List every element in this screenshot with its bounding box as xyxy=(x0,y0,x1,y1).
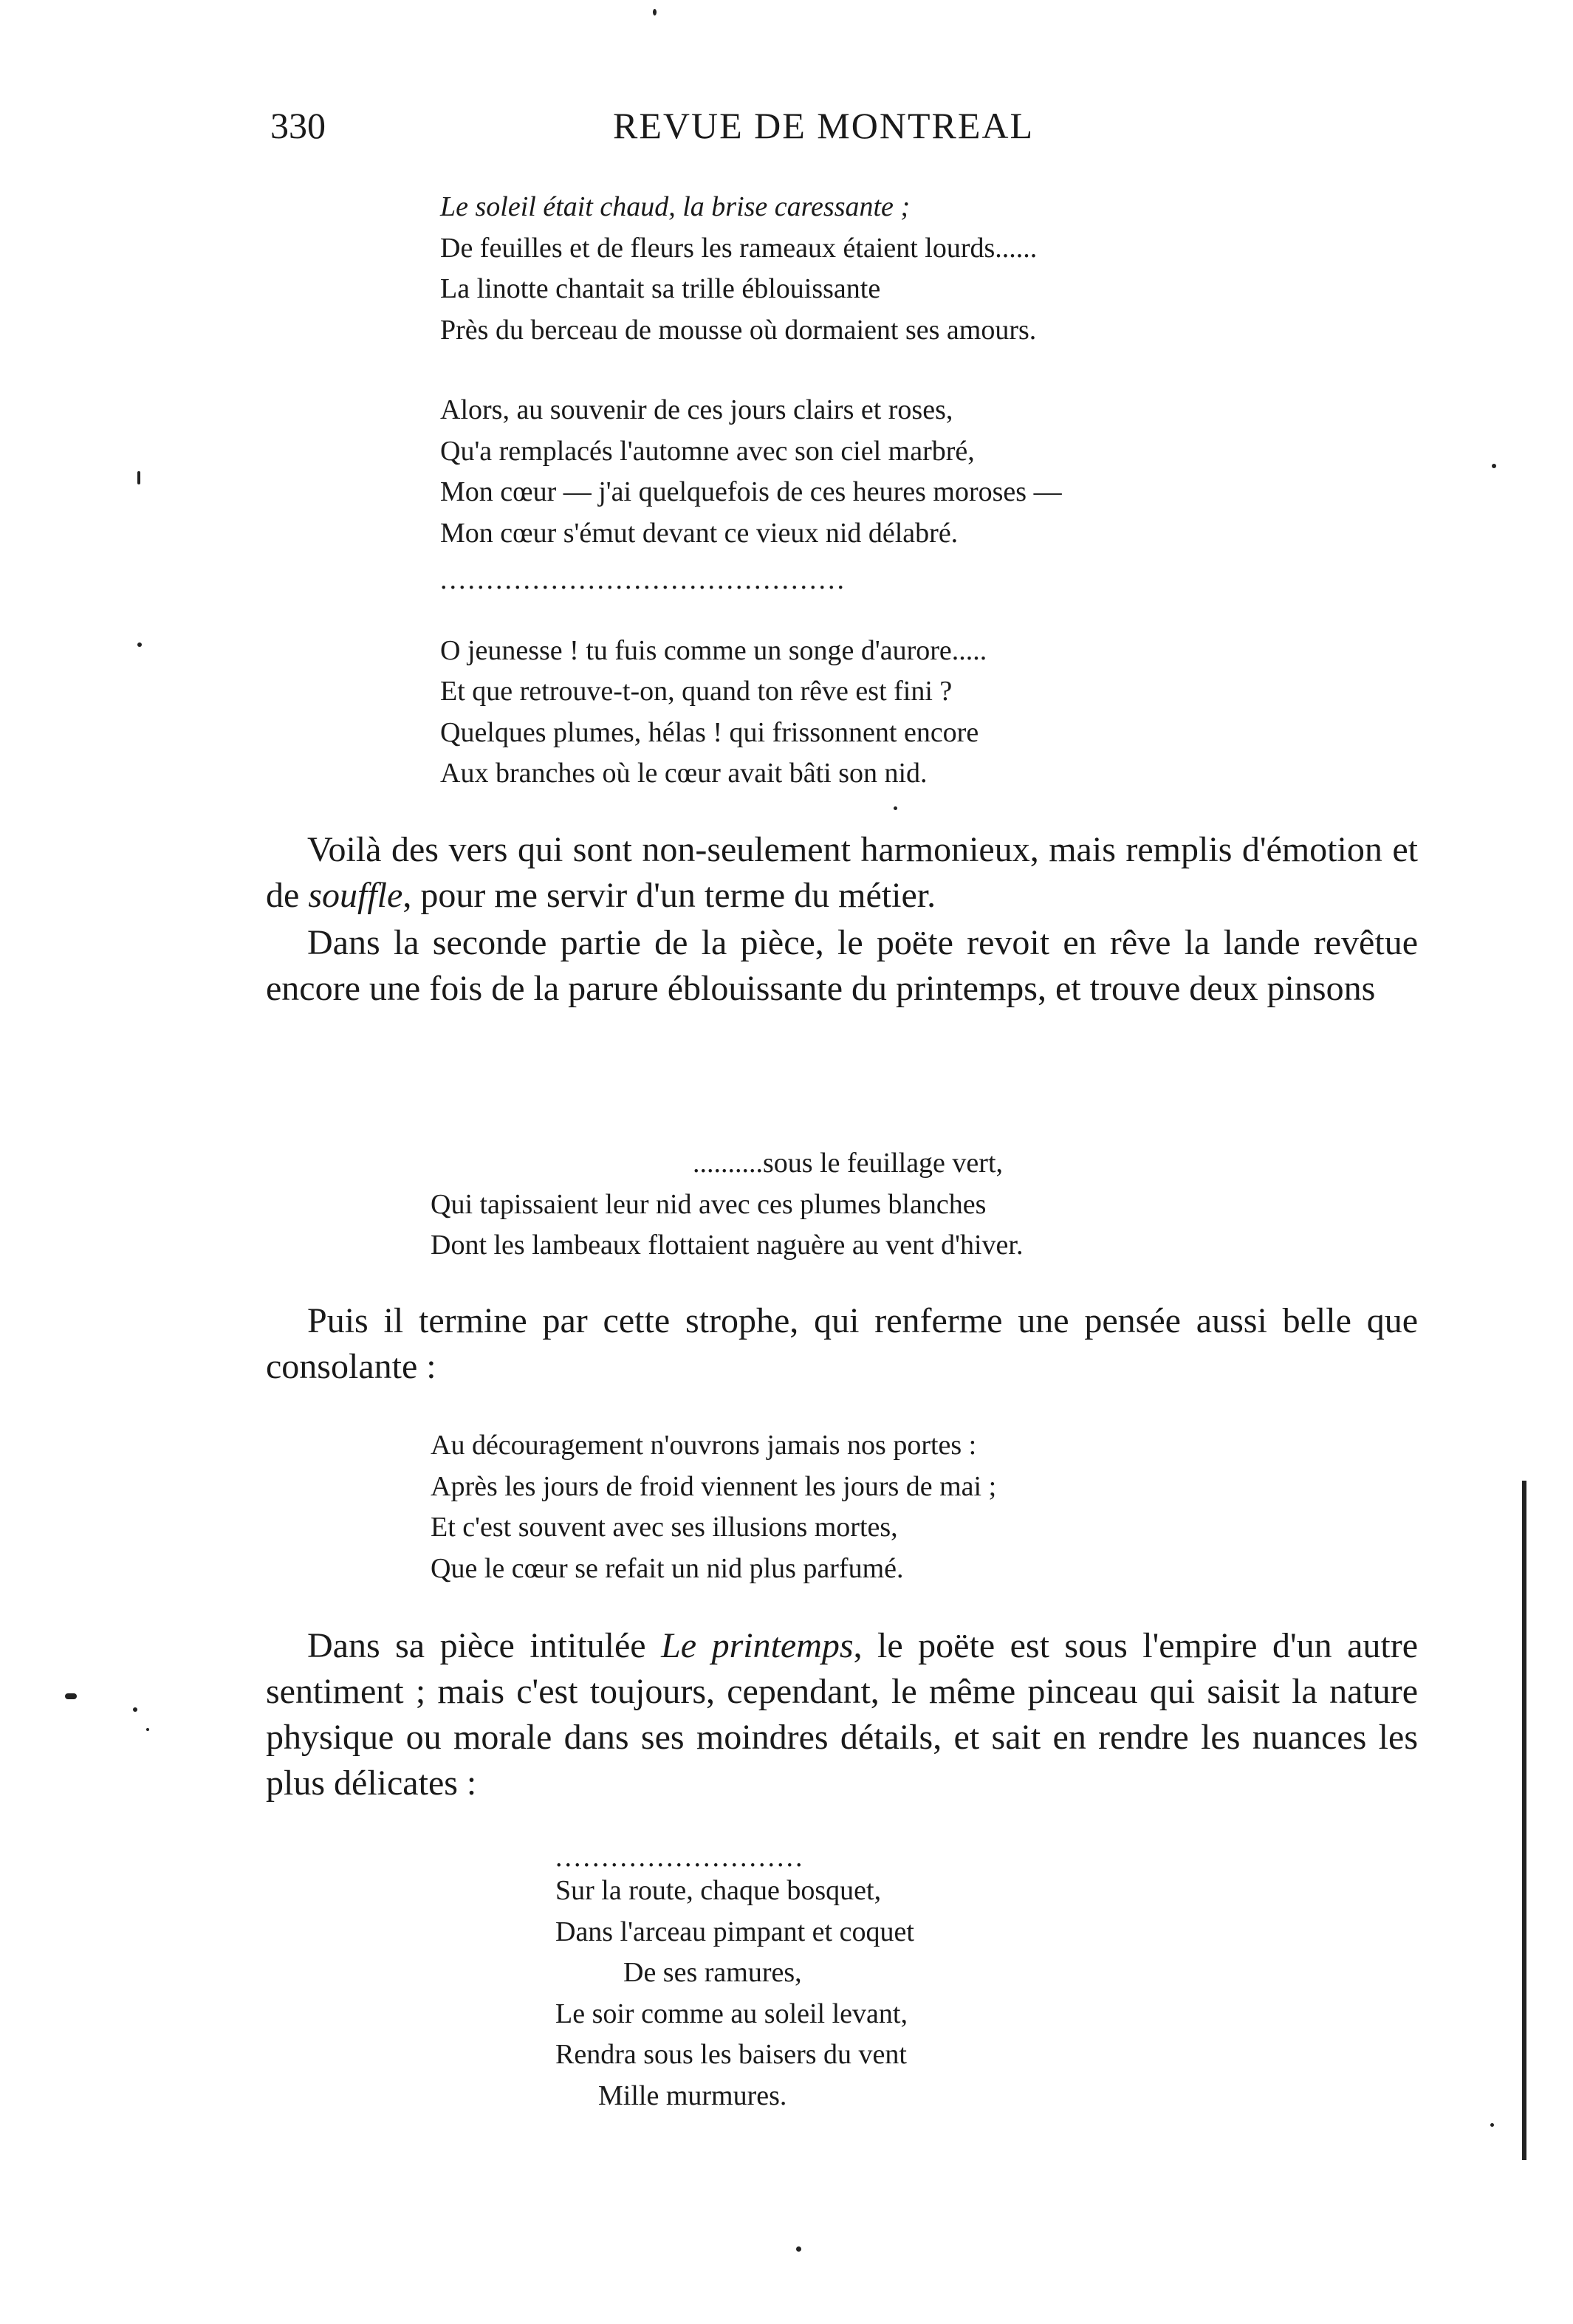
verse-line: Aux branches où le cœur avait bâti son nid. xyxy=(440,758,928,789)
verse-line: Dans l'arceau pimpant et coquet xyxy=(555,1916,914,1947)
scan-speck xyxy=(1492,464,1496,468)
scan-speck xyxy=(146,1728,149,1731)
paragraph-text: , pour me servir d'un terme du métier. xyxy=(402,876,936,915)
verse-line: Après les jours de froid viennent les jours de mai ; xyxy=(431,1470,997,1502)
verse-line: Dont les lambeaux flottaient naguère au vent d'hiver. xyxy=(431,1230,1024,1261)
prose-block-2 xyxy=(266,1298,1418,1390)
paragraph-text: Dans sa pièce intitulée xyxy=(307,1626,662,1665)
scan-speck xyxy=(653,9,657,16)
verse-line: Que le cœur se refait un nid plus parfumé. xyxy=(431,1552,904,1584)
verse-line: Sur la route, chaque bosquet, xyxy=(555,1875,882,1906)
paragraph-text: , le poëte est sous l'empire d'un autre sentiment ; mais c'est toujours, cependant, le même pinceau qui saisit la nature physique ou morale dans ses moindres détails, et sait en rendre les nuances les plus délicates : xyxy=(266,1626,1419,1803)
prose-block-1 xyxy=(266,827,1418,1012)
paragraph xyxy=(266,827,1418,919)
binding-shadow xyxy=(1522,1481,1526,2160)
verse-line: Et que retrouve-t-on, quand ton rêve est fini ? xyxy=(440,676,953,707)
verse-line: Rendra sous les baisers du vent xyxy=(555,2039,907,2070)
paragraph-text: Voilà des vers qui sont non-seulement harmonieux, mais remplis d'émotion et de xyxy=(266,830,1418,915)
scan-speck xyxy=(1490,2123,1494,2127)
verse-line: Le soleil était chaud, la brise caressante ; xyxy=(440,191,911,222)
paragraph xyxy=(266,1623,1418,1806)
verse-block-2 xyxy=(431,1143,1023,1266)
verse-line: Alors, au souvenir de ces jours clairs et roses, xyxy=(440,394,953,425)
page-number: 330 xyxy=(270,105,326,146)
verse-line: De feuilles et de fleurs les rameaux étaient lourds...... xyxy=(440,232,1038,264)
verse-line: Mon cœur — j'ai quelquefois de ces heures moroses — xyxy=(440,476,1062,507)
verse-line: Quelques plumes, hélas ! qui frissonnent encore xyxy=(440,716,979,748)
stanza-break xyxy=(440,554,1062,560)
verse-line: Mon cœur s'émut devant ce vieux nid délabré. xyxy=(440,517,959,549)
verse-line: De ses ramures, xyxy=(623,1957,802,1988)
ellipsis-rule: ............................................ xyxy=(440,564,846,595)
paragraph: Dans la seconde partie de la pièce, le poëte revoit en rêve la lande revêtue encore une fois de la parure éblouissante du printemps, et trouve deux pinsons xyxy=(266,923,1418,1008)
prose-block-3 xyxy=(266,1623,1418,1806)
scan-speck xyxy=(133,1707,137,1712)
verse-block-4 xyxy=(555,1837,914,2116)
verse-line: Et c'est souvent avec ses illusions mortes, xyxy=(431,1512,898,1543)
verse-line: O jeunesse ! tu fuis comme un songe d'aurore..... xyxy=(440,634,987,666)
scan-speck xyxy=(137,642,142,647)
verse-line: Mille murmures. xyxy=(598,2080,787,2111)
verse-line: Qui tapissaient leur nid avec ces plumes blanches xyxy=(431,1188,987,1220)
ellipsis-rule: ........................... xyxy=(555,1842,805,1871)
stanza-break xyxy=(440,351,1062,390)
verse-block-1 xyxy=(440,187,1062,795)
running-title: REVUE DE MONTREAL xyxy=(613,105,1035,146)
scan-speck xyxy=(894,806,897,810)
stanza-break xyxy=(440,601,1062,631)
verse-line: Le soir comme au soleil levant, xyxy=(555,1998,908,2029)
paragraph: Puis il termine par cette strophe, qui renferme une pensée aussi belle que consolante : xyxy=(266,1301,1418,1386)
italic-title: Le printemps xyxy=(661,1626,854,1665)
verse-line: Au découragement n'ouvrons jamais nos portes : xyxy=(431,1430,977,1461)
verse-block-3 xyxy=(431,1425,996,1589)
scan-speck xyxy=(796,2246,801,2252)
verse-line: Près du berceau de mousse où dormaient ses amours. xyxy=(440,314,1037,346)
verse-line: La linotte chantait sa trille éblouissante xyxy=(440,273,881,304)
verse-line: Qu'a remplacés l'automne avec son ciel marbré, xyxy=(440,435,975,467)
italic-term: souffle xyxy=(308,876,403,915)
scan-speck xyxy=(137,471,140,484)
verse-line: ..........sous le feuillage vert, xyxy=(693,1148,1004,1179)
scan-speck xyxy=(65,1693,77,1699)
